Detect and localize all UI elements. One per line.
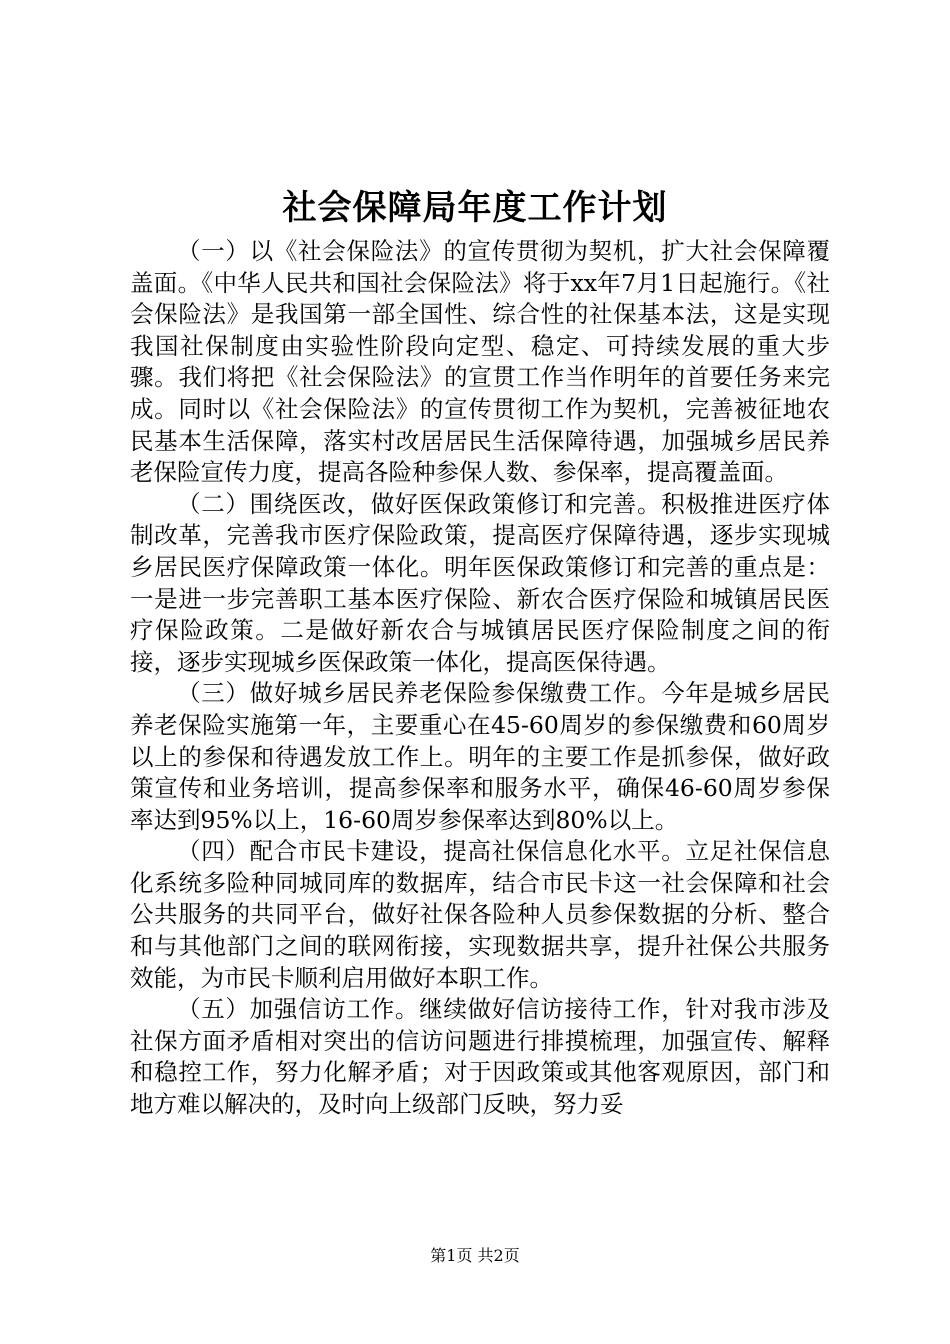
paragraph-3: （三）做好城乡居民养老保险参保缴费工作。今年是城乡居民养老保险实施第一年，主要重心在45-60周岁的参保缴费和60周岁以上的参保和待遇发放工作上。明年的主要工作是抓参保，做好政策宣传和业务培训，提高参保率和服务水平，确保46-60周岁参保率达到95%以上，16-60周岁参保率达到80%以上。 — [130, 679, 830, 834]
paragraph-4: （四）配合市民卡建设，提高社保信息化水平。立足社保信息化系统多险种同城同库的数据库，结合市民卡这一社会保障和社会公共服务的共同平台，做好社保各险种人员参保数据的分析、整合和与其他部门之间的联网衔接，实现数据共享，提升社保公共服务效能，为市民卡顺利启用做好本职工作。 — [130, 837, 830, 992]
document-title: 社会保障局年度工作计划 — [282, 188, 668, 228]
paragraph-1: （一）以《社会保险法》的宣传贯彻为契机，扩大社会保障覆盖面。《中华人民共和国社会保险法》将于xx年7月1日起施行。《社会保险法》是我国第一部全国性、综合性的社保基本法，这是实现我国社保制度由实验性阶段向定型、稳定、可持续发展的重大步骤。我们将把《社会保险法》的宣贯工作当作明年的首要任务来完成。同时以《社会保险法》的宣传贯彻工作为契机，完善被征地农民基本生活保障，落实村改居居民生活保障待遇，加强城乡居民养老保险宣传力度，提高各险种参保人数、参保率，提高覆盖面。 — [130, 237, 830, 487]
paragraph-5: （五）加强信访工作。继续做好信访接待工作，针对我市涉及社保方面矛盾相对突出的信访问题进行排摸梳理，加强宣传、解释和稳控工作，努力化解矛盾；对于因政策或其他客观原因，部门和地方难以解决的，及时向上级部门反映，努力妥 — [130, 995, 830, 1119]
page-number-footer: 第1页 共2页 — [430, 1246, 520, 1265]
paragraph-2: （二）围绕医改，做好医保政策修订和完善。积极推进医疗体制改革，完善我市医疗保险政策，提高医疗保障待遇，逐步实现城乡居民医疗保障政策一体化。明年医保政策修订和完善的重点是：一是进一步完善职工基本医疗保险、新农合医疗保险和城镇居民医疗保险政策。二是做好新农合与城镇居民医疗保险制度之间的衔接，逐步实现城乡医保政策一体化，提高医保待遇。 — [130, 489, 830, 676]
document-body — [130, 236, 830, 1121]
